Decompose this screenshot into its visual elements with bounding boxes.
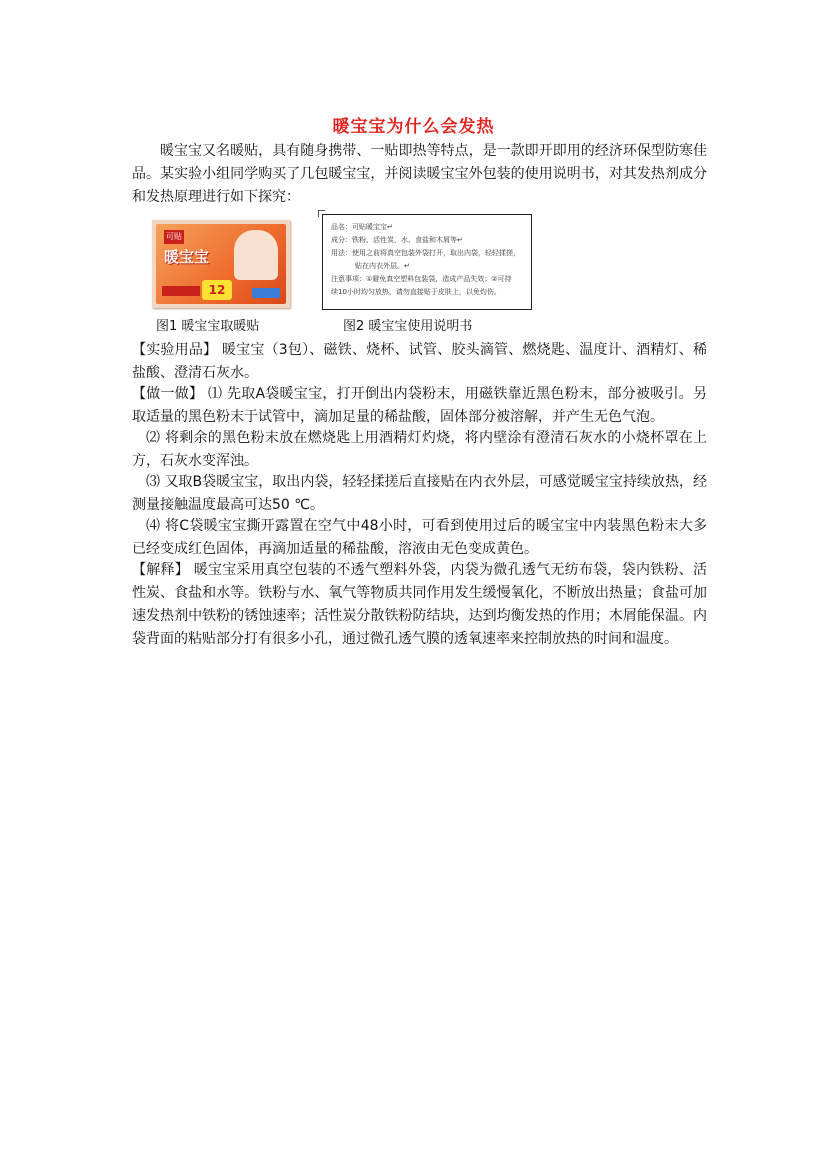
materials-paragraph: 【实验用品】 暖宝宝（3包）、磁铁、烧杯、试管、胶头滴管、燃烧匙、温度计、酒精灯、稀盐酸、澄清石灰水。 <box>132 342 707 381</box>
intro-paragraph: 暖宝宝又名暖贴，具有随身携带、一贴即热等特点，是一款即开即用的经济环保型防寒佳品。某实验小组同学购买了几包暖宝宝，并阅读暖宝宝外包装的使用说明书，对其发热剂成分和发热原理进行如下探究： <box>132 143 707 205</box>
step-2-paragraph: ⑵ 将剩余的黑色粉末放在燃烧匙上用酒精灯灼烧，将内壁涂有澄清石灰水的小烧杯罩在上方，石灰水变浑浊。 <box>132 430 707 469</box>
explanation-paragraph: 【解释】 暖宝宝采用真空包装的不透气塑料外袋，内袋为微孔透气无纺布袋，袋内铁粉、活性炭、食盐和水等。铁粉与水、氧气等物质共同作用发生缓慢氧化，不断放出热量；食盐可加速发热剂中铁粉的锈蚀速率；活性炭分散铁粉防结块，达到均衡发热的作用；木屑能保温。内袋背面的粘贴部分打有很多小孔，通过微孔透气膜的透氧速率来控制放热的时间和温度。 <box>132 562 707 647</box>
package-brand-name: 暖宝宝 <box>164 248 210 266</box>
card-corner-mark <box>318 210 325 217</box>
step-1-paragraph: 【做一做】 ⑴ 先取A袋暖宝宝，打开倒出内袋粉末，用磁铁靠近黑色粉末，部分被吸引。另取适量的黑色粉末于试管中，滴加足量的稀盐酸，固体部分被溶解，并产生无色气泡。 <box>132 386 707 425</box>
figure2-caption: 图2 暖宝宝使用说明书 <box>343 319 473 334</box>
instruction-card <box>322 214 532 310</box>
step-4-paragraph: ⑷ 将C袋暖宝宝撕开露置在空气中48小时，可看到使用过后的暖宝宝中内装黑色粉末大多已经变成红色固体，再滴加适量的稀盐酸，溶液由无色变成黄色。 <box>132 518 707 557</box>
document-title: 暖宝宝为什么会发热 <box>332 117 495 137</box>
package-box <box>156 224 286 304</box>
product-package-image <box>152 220 290 308</box>
instruction-line: 品名：可贴暖宝宝↵ <box>331 223 393 231</box>
package-red-strip <box>162 286 200 296</box>
package-hours-badge: 12 <box>202 280 232 300</box>
step-3-paragraph: ⑶ 又取B袋暖宝宝，取出内袋，轻轻揉搓后直接贴在内衣外层，可感觉暖宝宝持续放热，经测量接触温度最高可达50 ℃。 <box>132 474 707 513</box>
instruction-line: 贴在内衣外层。↵ <box>355 262 410 270</box>
instruction-line: 续10小时均匀放热，请勿直接贴于皮肤上，以免灼伤。 <box>331 288 501 296</box>
instruction-line: 用法：使用之前将真空包装外袋打开，取出内袋，轻轻揉搓， <box>331 249 520 257</box>
instruction-line: 成分：铁粉、活性炭、水、食盐和木屑等↵ <box>331 236 463 244</box>
instruction-line: 注意事项：①避免真空塑料包装袋，造成产品失效；②可持 <box>331 275 512 283</box>
package-blue-tag <box>252 288 280 298</box>
package-brand-tag: 可贴 <box>164 230 184 244</box>
figure1-caption: 图1 暖宝宝取暖贴 <box>156 319 260 334</box>
package-person-illustration <box>234 230 278 280</box>
